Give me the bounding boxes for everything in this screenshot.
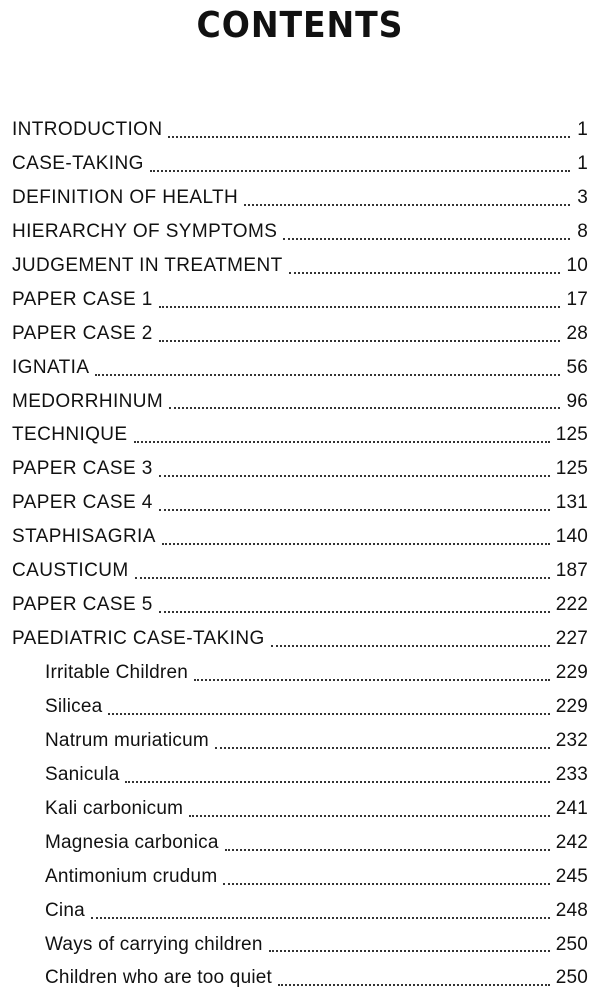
toc-subentry: [0, 826, 600, 860]
toc-entry: [0, 554, 600, 588]
toc-entry-page-number: 250: [555, 933, 588, 955]
toc-entry-title: STAPHISAGRIA: [12, 526, 156, 548]
toc-entry-title: Ways of carrying children: [45, 933, 263, 955]
toc-entry-title: CAUSTICUM: [12, 560, 129, 582]
toc-entry-title: MEDORRHINUM: [12, 390, 164, 412]
toc-entry: [0, 520, 600, 554]
toc-entry-title: PAPER CASE 3: [12, 458, 153, 480]
toc-entry-title: Cina: [45, 899, 85, 921]
toc-subentry: [0, 724, 600, 758]
toc-entry-page-number: 187: [555, 560, 588, 582]
toc-dot-leader: [159, 339, 561, 342]
toc-subentry: [0, 961, 600, 995]
toc-entry-page-number: 131: [555, 492, 588, 514]
toc-subentry: [0, 656, 600, 690]
toc-entry-page-number: 222: [555, 594, 588, 616]
toc-dot-leader: [125, 780, 549, 783]
toc-dot-leader: [271, 644, 550, 647]
page-title: CONTENTS: [196, 5, 404, 46]
toc-entry-page-number: 242: [555, 831, 588, 853]
toc-entry-title: JUDGEMENT IN TREATMENT: [12, 254, 283, 276]
toc-entry-title: PAPER CASE 1: [12, 288, 153, 310]
toc-dot-leader: [194, 678, 550, 681]
toc-entry-page-number: 125: [555, 458, 588, 480]
toc-entry-title: HIERARCHY OF SYMPTOMS: [12, 220, 278, 242]
toc-subentry: [0, 860, 600, 894]
toc-entry-page-number: 229: [555, 662, 588, 683]
toc-subentry: [0, 690, 600, 724]
toc-entry-page-number: 248: [555, 899, 588, 921]
toc-entry-title: Magnesia carbonica: [45, 831, 219, 853]
toc-entry-page-number: 250: [555, 967, 588, 989]
toc-entry-page-number: 232: [555, 729, 588, 751]
toc-entry-page-number: 140: [555, 526, 588, 548]
toc-entry-title: PAPER CASE 5: [12, 594, 153, 616]
toc-dot-leader: [162, 542, 550, 545]
toc-entry: [0, 486, 600, 520]
toc-dot-leader: [91, 916, 550, 919]
toc-subentry: [0, 792, 600, 826]
toc-entry: [0, 351, 600, 385]
toc-subentry: [0, 758, 600, 792]
toc-dot-leader: [169, 406, 560, 409]
toc-entry: [0, 249, 600, 283]
toc-entry-title: DEFINITION OF HEALTH: [12, 186, 239, 208]
toc-dot-leader: [289, 271, 561, 274]
toc-entry-page-number: 233: [555, 763, 588, 785]
toc-entry: [0, 283, 600, 317]
toc-entry-title: TECHNIQUE: [12, 424, 128, 446]
toc-dot-leader: [168, 135, 570, 138]
toc-subentry: [0, 928, 600, 962]
toc-dot-leader: [278, 983, 550, 986]
toc-entry-title: Sanicula: [45, 763, 120, 785]
toc-entry: [0, 215, 600, 249]
toc-entry-page-number: 8: [577, 220, 588, 242]
toc-entry-title: Irritable Children: [45, 662, 188, 683]
toc-entry: [0, 418, 600, 452]
toc-entry-title: PAPER CASE 2: [12, 322, 153, 344]
toc-entry-page-number: 245: [555, 865, 588, 887]
toc-entry-page-number: 241: [555, 797, 588, 819]
toc-dot-leader: [159, 474, 550, 477]
toc-entry-page-number: 10: [566, 254, 588, 276]
table-of-contents: [0, 113, 600, 995]
toc-entry: [0, 385, 600, 419]
toc-dot-leader: [244, 203, 570, 206]
toc-entry-page-number: 96: [566, 390, 588, 412]
toc-entry: [0, 147, 600, 181]
toc-entry-page-number: 28: [566, 322, 588, 344]
toc-entry: [0, 622, 600, 656]
toc-entry-page-number: 3: [577, 186, 588, 208]
toc-entry-title: Natrum muriaticum: [45, 729, 209, 751]
toc-entry: [0, 113, 600, 147]
toc-entry-page-number: 1: [577, 152, 588, 174]
toc-entry-page-number: 229: [555, 695, 588, 717]
toc-entry-page-number: 56: [566, 356, 588, 378]
toc-entry-title: PAEDIATRIC CASE-TAKING: [12, 628, 265, 650]
toc-entry: [0, 452, 600, 486]
toc-dot-leader: [95, 373, 560, 376]
toc-entry-page-number: 227: [555, 628, 588, 650]
toc-dot-leader: [215, 746, 550, 749]
toc-entry: [0, 317, 600, 351]
toc-dot-leader: [134, 440, 550, 443]
toc-entry-title: INTRODUCTION: [12, 119, 163, 140]
toc-dot-leader: [225, 848, 550, 851]
toc-entry-page-number: 17: [566, 288, 588, 310]
toc-dot-leader: [283, 237, 570, 240]
toc-subentry: [0, 894, 600, 928]
toc-dot-leader: [159, 508, 550, 511]
toc-entry: [0, 588, 600, 622]
toc-dot-leader: [223, 882, 549, 885]
toc-entry: [0, 181, 600, 215]
toc-entry-title: PAPER CASE 4: [12, 492, 153, 514]
toc-entry-title: IGNATIA: [12, 356, 90, 378]
toc-dot-leader: [135, 576, 550, 579]
toc-entry-title: Children who are too quiet: [45, 967, 273, 989]
toc-entry-title: CASE-TAKING: [12, 152, 144, 174]
toc-dot-leader: [108, 712, 549, 715]
toc-entry-title: Kali carbonicum: [45, 797, 184, 819]
toc-entry-page-number: 1: [577, 119, 588, 140]
toc-dot-leader: [269, 949, 550, 952]
toc-dot-leader: [150, 169, 570, 172]
toc-dot-leader: [189, 814, 550, 817]
toc-entry-title: Antimonium crudum: [45, 865, 218, 887]
toc-dot-leader: [159, 305, 561, 308]
toc-entry-title: Silicea: [45, 695, 103, 717]
toc-entry-page-number: 125: [555, 424, 588, 446]
toc-dot-leader: [159, 610, 550, 613]
